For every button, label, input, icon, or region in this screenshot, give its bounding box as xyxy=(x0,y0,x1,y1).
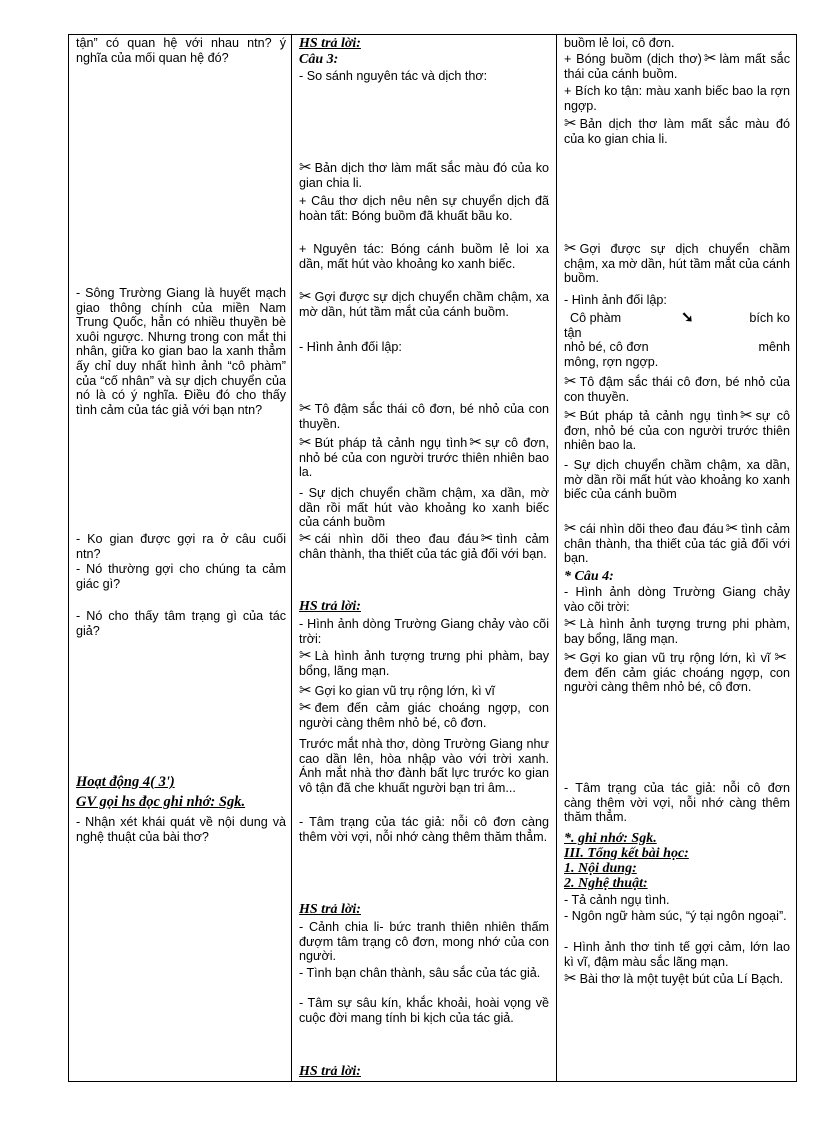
content-text: ✂ Bản dịch thơ làm mất sắc màu đó của ko gian chia li. xyxy=(564,115,790,146)
content-text: ✂ Là hình ảnh tượng trưng phi phàm, bay bổng, lãng mạn. xyxy=(564,615,790,646)
answer-text: + Nguyên tác: Bóng cánh buồm lẻ loi xa dần, mất hút vào khoảng ko xanh biếc. xyxy=(299,242,549,271)
scissors-icon: ✂ xyxy=(703,50,717,67)
content-text: - Hình ảnh đối lập: xyxy=(564,293,667,307)
question-text: tận” có quan hệ với nhau ntn? ý nghĩa của mối quan hệ đó? xyxy=(76,36,286,65)
scissors-icon: ✂ xyxy=(299,530,312,547)
content-text: - Tâm trạng của tác giả: nỗi cô đơn càng thêm vời vợi, nỗi nhớ càng thêm thăm thẳm. xyxy=(564,781,790,825)
activity-heading: Hoạt động 4( 3') xyxy=(76,774,175,790)
content-text: Cô phàm xyxy=(570,311,622,325)
scissors-icon: ✂ xyxy=(299,400,312,417)
scissors-icon: ✂ xyxy=(299,159,312,176)
answer-text: ✂ cái nhìn dõi theo đau đáu ✂ tình cảm chân thành, tha thiết của tác giả đối với bạn. xyxy=(299,530,549,561)
scissors-icon: ✂ xyxy=(564,373,577,390)
content-text: + Bích ko tận: màu xanh biếc bao la rợn ngợp. xyxy=(564,84,790,113)
answer-text: ✂ Gợi được sự dịch chuyển chầm chậm, xa mờ dần, hút tầm mắt của cánh buồm. xyxy=(299,288,549,319)
section-heading: 1. Nội dung: xyxy=(564,861,637,876)
section-heading: *. ghi nhớ: Sgk. xyxy=(564,831,657,846)
lesson-plan-page xyxy=(68,34,797,1082)
scissors-icon: ✂ xyxy=(299,434,312,451)
answer-heading: HS trả lời: xyxy=(299,36,361,51)
question-text: - Ko gian được gợi ra ở câu cuối ntn? xyxy=(76,532,286,561)
answer-text: - Hình ảnh dòng Trường Giang chảy vào cõi trời: xyxy=(299,617,549,646)
answer-text: ✂ đem đến cảm giác choáng ngợp, con người càng thêm nhỏ bé, cô đơn. xyxy=(299,699,549,730)
answer-text: ✂ Tô đậm sắc thái cô đơn, bé nhỏ của con thuyền. xyxy=(299,400,549,431)
answer-text: - Tâm trạng của tác giả: nỗi cô đơn càng thêm vời vợi, nỗi nhớ càng thêm thăm thẳm. xyxy=(299,815,549,844)
column-divider xyxy=(291,35,292,1081)
content-text: ✂ cái nhìn dõi theo đau đáu ✂ tình cảm chân thành, tha thiết của tác giả đối với bạn. xyxy=(564,520,790,566)
scissors-icon: ✂ xyxy=(299,288,312,305)
column-divider xyxy=(556,35,557,1081)
answer-text: ✂ Là hình ảnh tượng trưng phi phàm, bay bổng, lãng mạn. xyxy=(299,647,549,678)
content-text: mênh xyxy=(758,340,790,355)
content-text: - Hình ảnh dòng Trường Giang chảy vào cõi trời: xyxy=(564,585,790,614)
answer-text: - Cảnh chia li- bức tranh thiên nhiên thấm đượm tâm trạng cô đơn, mong nhớ của con người. xyxy=(299,920,549,964)
question-text: - Nó thường gợi cho chúng ta cảm giác gì? xyxy=(76,562,286,591)
scissors-icon: ✂ xyxy=(564,115,577,132)
scissors-icon: ✂ xyxy=(564,649,577,666)
content-text: ✂ Gợi ko gian vũ trụ rộng lớn, kì vĩ ✂đem đến cảm giác choáng ngợp, con người càng thêm nhỏ bé, cô đơn. xyxy=(564,649,790,695)
scissors-icon: ✂ xyxy=(564,407,577,424)
content-text: tận xyxy=(564,325,582,340)
answer-text: ✂ Bút pháp tả cảnh ngụ tình ✂ sự cô đơn, nhỏ bé của con người trước thiên nhiên bao la. xyxy=(299,434,549,480)
answer-heading: HS trả lời: xyxy=(299,902,361,917)
answer-text: ✂ Bản dịch thơ làm mất sắc màu đó của ko gian chia li. xyxy=(299,159,549,190)
answer-text: - Sự dịch chuyển chầm chậm, xa dần, mờ dần rồi mất hút vào khoảng ko xanh biếc của cánh buồm xyxy=(299,486,549,530)
question-text: - Sông Trường Giang là huyết mạch giao thông chính của miền Nam Trung Quốc, hẳn có nhiều thuyền bè xuôi ngược. Nhưng trong con mắt thi nhân, giữa ko gian bao la xanh thẳm ấy chỉ duy nhất hình ảnh “cô phàm” của “cố nhân” và sự dịch chuyển của nó là có ý nghĩa. Điều đó cho thấy tình cảm của tác giả với bạn ntn? xyxy=(76,286,286,417)
answer-text: - Hình ảnh đối lập: xyxy=(299,340,402,354)
activity-heading: GV gọi hs đọc ghi nhớ: Sgk. xyxy=(76,794,246,810)
answer-text: - So sánh nguyên tác và dịch thơ: xyxy=(299,69,488,83)
question-text: - Nhận xét khái quát về nội dung và nghệ thuật của bài thơ? xyxy=(76,815,286,844)
scissors-icon: ✂ xyxy=(480,530,494,547)
content-text: buồm lẻ loi, cô đơn. xyxy=(564,36,675,50)
content-text: - Sự dịch chuyển chầm chậm, xa dần, mờ dần rồi mất hút vào khoảng ko xanh biếc của cánh buồm xyxy=(564,458,790,502)
content-text: nhỏ bé, cô đơn xyxy=(564,340,649,355)
scissors-icon: ✂ xyxy=(564,240,577,257)
content-text: - Tả cảnh ngụ tình. xyxy=(564,893,670,907)
answer-text: + Câu thơ dịch nêu nên sự chuyển dịch đã hoàn tất: Bóng buồm đã khuất bầu ko. xyxy=(299,194,549,223)
content-text: ✂ Tô đậm sắc thái cô đơn, bé nhỏ của con thuyền. xyxy=(564,373,790,404)
scissors-icon: ✂ xyxy=(564,520,577,537)
content-text: ✂ Bài thơ là một tuyệt bút của Lí Bạch. xyxy=(564,970,784,987)
question-number: * Câu 4: xyxy=(564,569,614,584)
answer-text: - Tâm sự sâu kín, khắc khoải, hoài vọng về cuộc đời mang tính bi kịch của tác giả. xyxy=(299,996,549,1025)
question-number: Câu 3: xyxy=(299,52,339,67)
scissors-icon: ✂ xyxy=(774,649,787,666)
section-heading: 2. Nghệ thuật: xyxy=(564,876,648,891)
content-text: + Bóng buồm (dịch thơ) ✂ làm mất sắc thái của cánh buồm. xyxy=(564,50,790,81)
scissors-icon: ✂ xyxy=(564,970,577,987)
scissors-icon: ✂ xyxy=(740,407,753,424)
content-text: bích ko xyxy=(749,311,790,325)
content-text: mông, rợn ngợp. xyxy=(564,354,659,369)
scissors-icon: ✂ xyxy=(299,647,312,664)
arrow-icon: ➘ xyxy=(681,309,694,326)
answer-heading: HS trả lời: xyxy=(299,1064,361,1079)
content-text: ✂ Bút pháp tả cảnh ngụ tình ✂ sự cô đơn, nhỏ bé của con người trước thiên nhiên bao la. xyxy=(564,407,790,453)
content-text: - Hình ảnh thơ tinh tế gợi cảm, lớn lao kì vĩ, đậm màu sắc lãng mạn. xyxy=(564,940,790,969)
content-text: ✂ Gợi được sự dịch chuyển chầm chậm, xa mờ dần, hút tầm mắt của cánh buồm. xyxy=(564,240,790,286)
scissors-icon: ✂ xyxy=(725,520,739,537)
answer-text: - Tình bạn chân thành, sâu sắc của tác giả. xyxy=(299,966,541,980)
content-text: - Ngôn ngữ hàm súc, “ý tại ngôn ngoại”. xyxy=(564,909,787,923)
scissors-icon: ✂ xyxy=(469,434,482,451)
contrast-row xyxy=(564,311,790,369)
answer-text: ✂ Gợi ko gian vũ trụ rộng lớn, kì vĩ xyxy=(299,682,495,699)
question-text: - Nó cho thấy tâm trạng gì của tác giả? xyxy=(76,609,286,638)
scissors-icon: ✂ xyxy=(299,682,312,699)
answer-heading: HS trả lời: xyxy=(299,599,361,614)
scissors-icon: ✂ xyxy=(299,699,312,716)
section-heading: III. Tổng kết bài học: xyxy=(564,846,689,861)
answer-text: Trước mắt nhà thơ, dòng Trường Giang như cao dần lên, hòa nhập vào với trời xanh. Ánh mắt nhà thơ đành bất lực trước ko gian vô tận đã che khuất người bạn tri âm... xyxy=(299,737,549,795)
scissors-icon: ✂ xyxy=(564,615,577,632)
